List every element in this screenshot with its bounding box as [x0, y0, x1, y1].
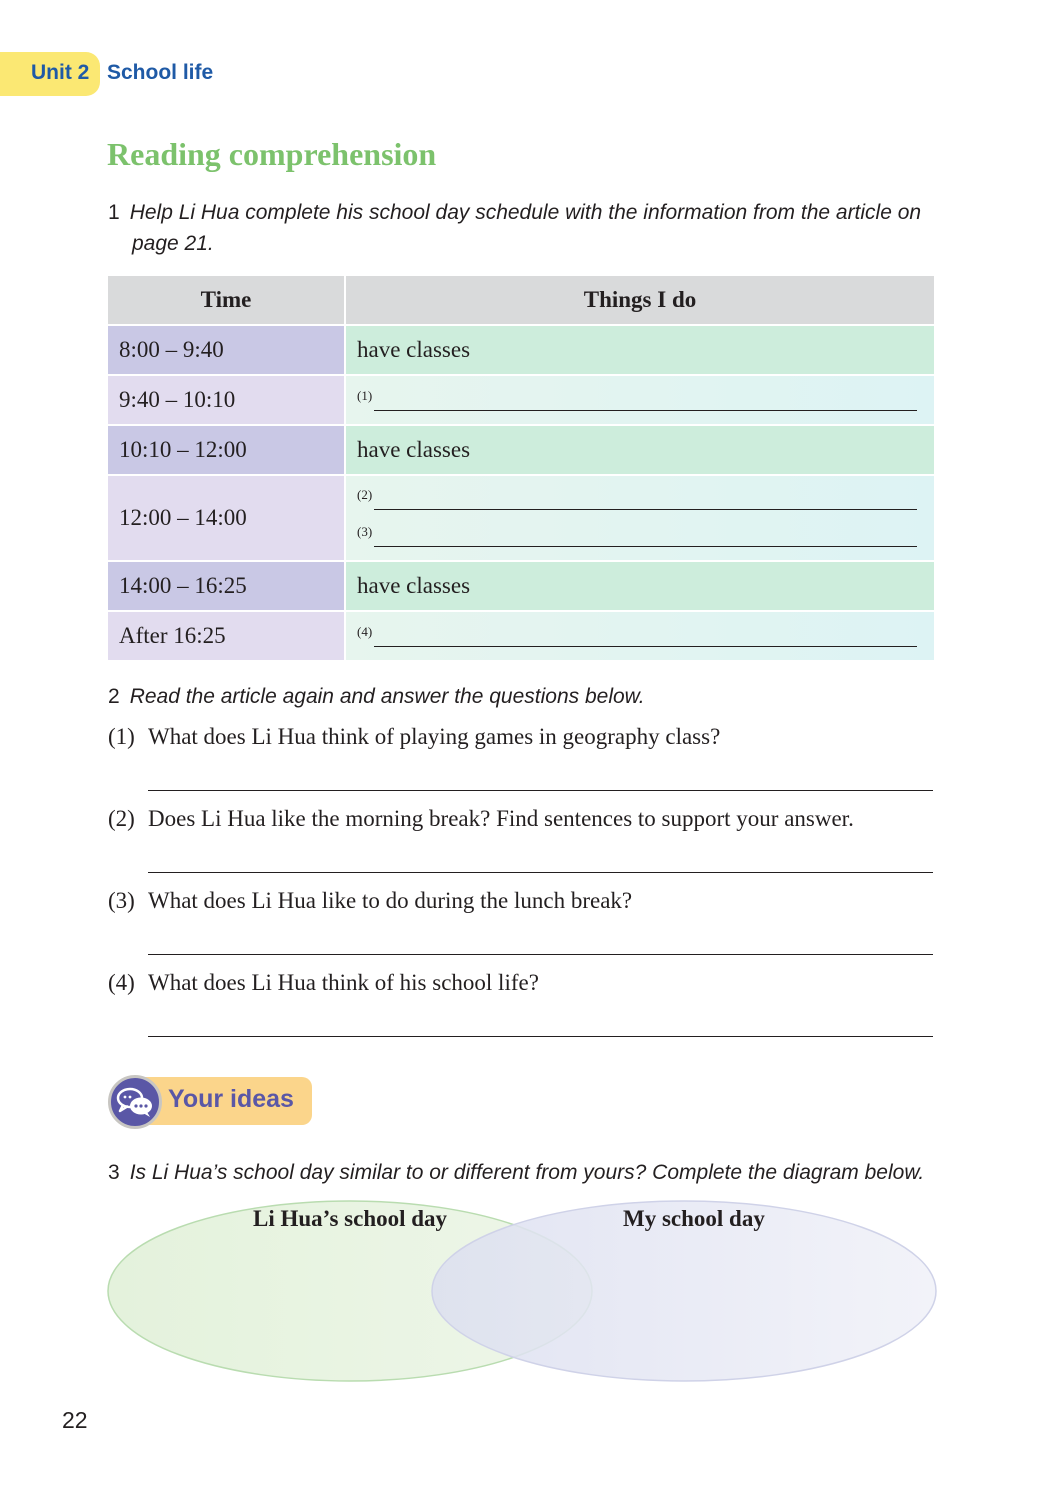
answer-line[interactable]: [148, 790, 933, 791]
answer-line[interactable]: [148, 954, 933, 955]
question-text: Does Li Hua like the morning break? Find sentences to support your answer.: [148, 806, 854, 831]
blank-underline: [374, 410, 917, 411]
blank-cell[interactable]: [345, 611, 935, 661]
blank-cell[interactable]: [345, 475, 935, 561]
section-title: Reading comprehension: [107, 136, 437, 172]
header-time: Time: [108, 276, 345, 325]
question-number: (4): [108, 970, 135, 995]
time-cell: After 16:25: [108, 611, 345, 661]
question-text: What does Li Hua think of his school life?: [148, 970, 539, 995]
header-things: Things I do: [345, 276, 935, 325]
venn-left-label: Li Hua’s school day: [253, 1206, 448, 1231]
task3-instruction: [108, 1157, 924, 1188]
question-item: [108, 806, 854, 832]
task1-instruction-line2: page 21.: [132, 232, 214, 255]
schedule-table: [108, 276, 936, 662]
answer-blank[interactable]: [357, 382, 933, 418]
answer-blank[interactable]: [357, 518, 933, 555]
thing-cell: have classes: [345, 325, 935, 375]
task2-instruction: [108, 681, 645, 712]
task2-number: 2: [108, 685, 120, 708]
answer-line[interactable]: [148, 1036, 933, 1037]
task3-number: 3: [108, 1161, 120, 1184]
question-item: [108, 888, 632, 914]
unit-title: School life: [107, 61, 214, 84]
venn-diagram: [100, 1195, 950, 1390]
question-number: (3): [108, 888, 135, 913]
time-cell: 14:00 – 16:25: [108, 561, 345, 611]
table-row: [108, 475, 935, 561]
thing-cell: have classes: [345, 425, 935, 475]
time-cell: 10:10 – 12:00: [108, 425, 345, 475]
table-header-row: [108, 276, 935, 325]
answer-blank[interactable]: [357, 481, 933, 518]
thing-cell: have classes: [345, 561, 935, 611]
answer-blank[interactable]: [357, 618, 933, 654]
table-row: [108, 375, 935, 425]
task1-instruction-line1: Help Li Hua complete his school day schedule with the information from the article on: [129, 201, 922, 224]
blank-underline: [374, 646, 917, 647]
task1-instruction: [108, 197, 938, 259]
unit-number: Unit 2: [31, 61, 90, 84]
page-number: 22: [62, 1407, 88, 1433]
question-item: [108, 970, 539, 996]
table-row: [108, 425, 935, 475]
time-cell: 9:40 – 10:10: [108, 375, 345, 425]
blank-underline: [374, 546, 917, 547]
blank-label: (2): [357, 487, 373, 502]
time-cell: 8:00 – 9:40: [108, 325, 345, 375]
task2-instruction-text: Read the article again and answer the questions below.: [129, 685, 645, 708]
venn-right-label: My school day: [623, 1206, 765, 1231]
question-text: What does Li Hua think of playing games in geography class?: [148, 724, 721, 749]
task3-instruction-text: Is Li Hua’s school day similar to or different from yours? Complete the diagram below.: [129, 1161, 925, 1184]
speech-bubbles-icon: [108, 1075, 162, 1129]
table-row: [108, 561, 935, 611]
time-cell: 12:00 – 14:00: [108, 475, 345, 561]
blank-label: (1): [357, 388, 373, 403]
question-number: (2): [108, 806, 135, 831]
question-item: [108, 724, 720, 750]
table-row: [108, 611, 935, 661]
task1-number: 1: [108, 201, 120, 224]
blank-label: (4): [357, 624, 373, 639]
table-row: [108, 325, 935, 375]
question-number: (1): [108, 724, 135, 749]
blank-underline: [374, 509, 917, 510]
blank-cell[interactable]: [345, 375, 935, 425]
blank-label: (3): [357, 524, 373, 539]
answer-line[interactable]: [148, 872, 933, 873]
your-ideas-label: Your ideas: [168, 1085, 294, 1113]
question-text: What does Li Hua like to do during the lunch break?: [148, 888, 633, 913]
